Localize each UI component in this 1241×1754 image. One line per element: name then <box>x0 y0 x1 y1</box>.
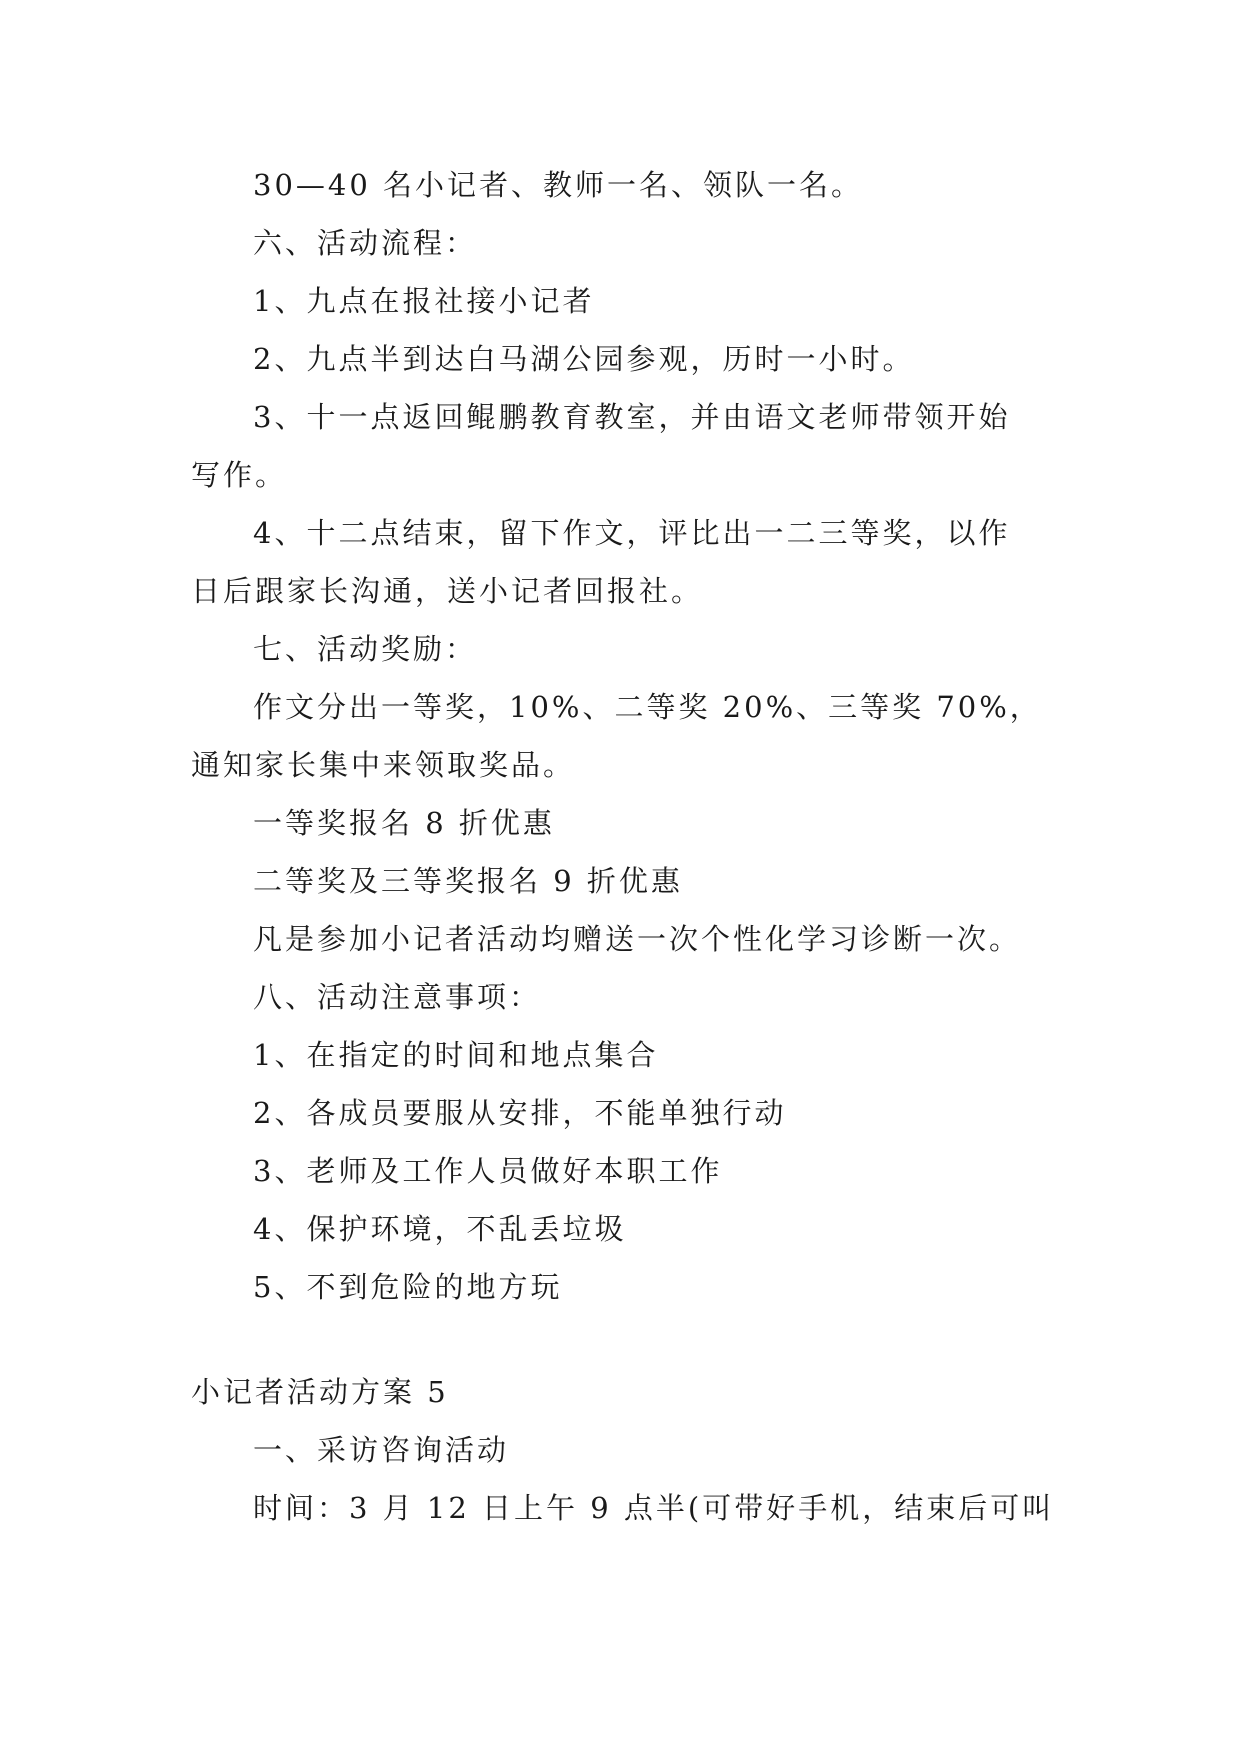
flow-item-4: 4、十二点结束，留下作文，评比出一二三等奖，以作 <box>253 516 1011 550</box>
flow-item-3-cont: 写作。 <box>191 458 288 492</box>
reward-ratio: 作文分出一等奖，10%、二等奖 20%、三等奖 70%， <box>253 690 1042 724</box>
first-prize-discount: 一等奖报名 8 折优惠 <box>253 806 555 840</box>
flow-item-2: 2、九点半到达白马湖公园参观，历时一小时。 <box>253 342 915 376</box>
note-item-2: 2、各成员要服从安排，不能单独行动 <box>253 1096 787 1130</box>
flow-item-1: 1、九点在报社接小记者 <box>253 284 595 318</box>
note-item-4: 4、保护环境，不乱丢垃圾 <box>253 1212 627 1246</box>
participation-gift: 凡是参加小记者活动均赠送一次个性化学习诊断一次。 <box>253 922 1022 956</box>
note-item-3: 3、老师及工作人员做好本职工作 <box>253 1154 723 1188</box>
second-third-prize-discount: 二等奖及三等奖报名 9 折优惠 <box>253 864 683 898</box>
reward-ratio-cont: 通知家长集中来领取奖品。 <box>191 748 576 782</box>
plan-5-section-1-heading: 一、采访咨询活动 <box>253 1433 510 1467</box>
plan-5-time-line: 时间：3 月 12 日上午 9 点半(可带好手机，结束后可叫 <box>253 1491 1055 1525</box>
flow-item-4-cont: 日后跟家长沟通，送小记者回报社。 <box>191 574 704 608</box>
note-item-5: 5、不到危险的地方玩 <box>253 1270 563 1304</box>
participants-line: 30—40 名小记者、教师一名、领队一名。 <box>253 168 864 202</box>
section-6-heading: 六、活动流程： <box>253 226 478 260</box>
flow-item-3: 3、十一点返回鲲鹏教育教室，并由语文老师带领开始 <box>253 400 1011 434</box>
section-7-heading: 七、活动奖励： <box>253 632 478 666</box>
note-item-1: 1、在指定的时间和地点集合 <box>253 1038 659 1072</box>
plan-5-title: 小记者活动方案 5 <box>191 1375 449 1409</box>
section-8-heading: 八、活动注意事项： <box>253 980 542 1014</box>
